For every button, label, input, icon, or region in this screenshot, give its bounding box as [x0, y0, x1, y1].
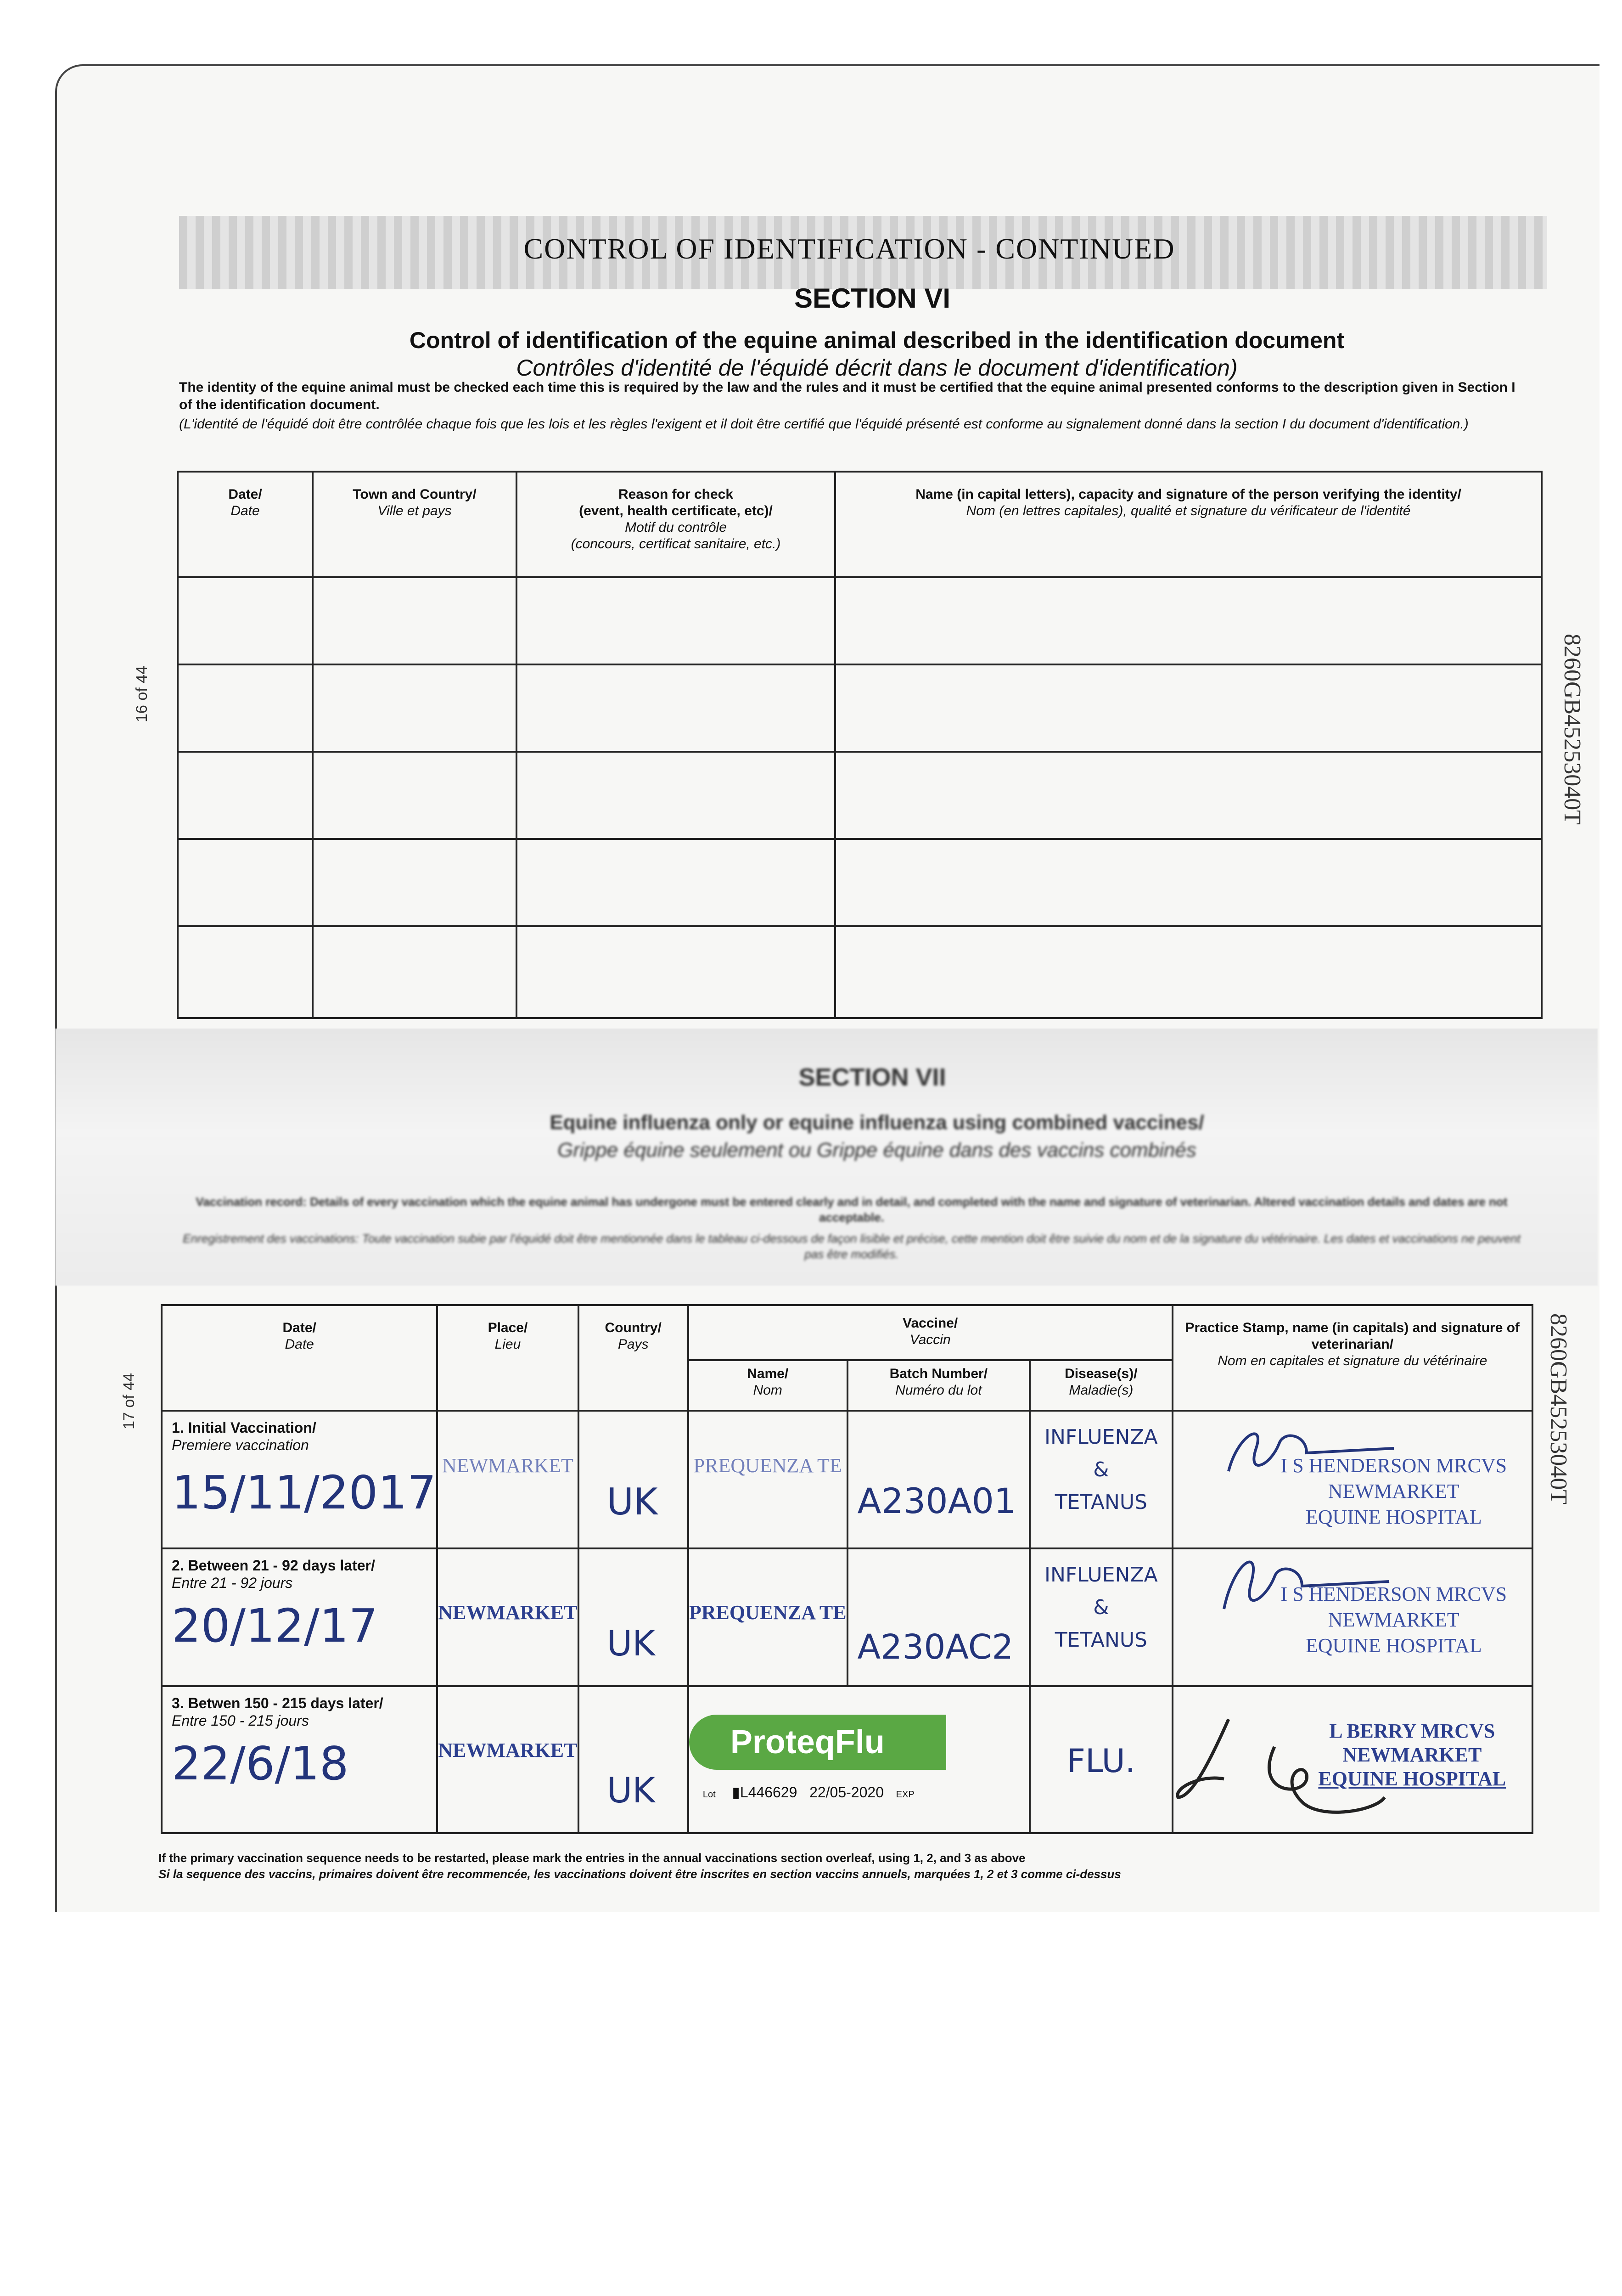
row2-vaccine: PREQUENZA TE: [689, 1601, 847, 1624]
row2-date-cell: 2. Between 21 - 92 days later/ Entre 21 - 92 jours 20/12/17: [162, 1548, 437, 1686]
row1-country-cell: [578, 1411, 688, 1548]
table-row: [178, 664, 1542, 752]
table-row: [178, 577, 1542, 664]
row3-place: NEWMARKET: [438, 1739, 578, 1761]
footer-note-en: If the primary vaccination sequence needs to be restarted, please mark the entries in the annual vaccinations section overleaf, using 1, 2, and 3 as above: [158, 1851, 1026, 1865]
row2-disease2: &: [1093, 1596, 1109, 1619]
row3-date-cell: 3. Betwen 150 - 215 days later/ Entre 150 - 215 jours 22/6/18: [162, 1686, 437, 1833]
vcol-batch: Batch Number/ Numéro du lot: [847, 1360, 1030, 1411]
vaccination-table: [161, 1304, 1533, 1834]
row3-stamp: L BERRY MRCVS NEWMARKET EQUINE HOSPITAL: [1318, 1720, 1506, 1790]
vcol-stamp: Practice Stamp, name (in capitals) and signature of veterinarian/ Nom en capitales et signature du vétérinaire: [1173, 1305, 1532, 1411]
passport-id-top: 8260GB45253040T: [1559, 634, 1585, 825]
table-row: [162, 1686, 1532, 1833]
section7-note-fr: Enregistrement des vaccinations: Toute vaccination subie par l'équidé doit être mentionnée dans le tableau ci-dessous de façon lisible et précise, cette mention doit être suivie du nom et de la signature du vétérinaire. Les dates et vaccinations ne peuvent pas être modifiés.: [183, 1232, 1521, 1261]
table-row: [178, 926, 1542, 1018]
row2-batch-cell: [847, 1548, 1030, 1686]
footer-note-fr: Si la sequence des vaccins, primaires doivent être recommencée, les vaccinations doivent être inscrites en section vaccins annuels, marquées 1, 2 et 3 comme ci-dessus: [158, 1867, 1121, 1881]
row2-stamp: I S HENDERSON MRCVS NEWMARKET EQUINE HOSPITAL: [1280, 1583, 1507, 1657]
row3-signature: [1173, 1705, 1389, 1825]
proteqflu-label: ProteqFlu: [689, 1715, 946, 1770]
identification-check-table: [177, 471, 1543, 1019]
row2-country-cell: [578, 1548, 688, 1686]
section-subtitle-en: Control of identification of the equine animal described in the identification document: [409, 327, 1345, 353]
row3-vaccine-label-cell: [688, 1686, 1030, 1833]
vcol-vaccine: Vaccine/ Vaccin: [688, 1305, 1173, 1360]
row3-country-cell: [578, 1686, 688, 1833]
row1-country: UK: [606, 1480, 658, 1523]
row1-batch-cell: [847, 1411, 1030, 1548]
row3-date: 22/6/18: [172, 1737, 349, 1790]
row2-stamp-cell: [1173, 1548, 1532, 1686]
row2-vaccine-cell: [688, 1548, 847, 1686]
proteqflu-lot: Lot ▮L446629 22/05-2020 EXP: [702, 1784, 915, 1801]
row3-place-cell: [437, 1686, 578, 1833]
row1-disease2: &: [1093, 1458, 1109, 1481]
row2-place: NEWMARKET: [438, 1601, 578, 1624]
row3-stamp-cell: [1173, 1686, 1532, 1833]
table-row: [178, 839, 1542, 926]
table-row: [162, 1548, 1532, 1686]
row2-disease3: TETANUS: [1055, 1628, 1147, 1652]
row2-disease-cell: [1030, 1548, 1172, 1686]
table-header-row: [178, 472, 1542, 577]
section7-heading: SECTION VII: [798, 1064, 946, 1091]
page-number-16: 16 of 44: [133, 666, 151, 722]
row2-batch: A230AC2: [857, 1627, 1014, 1667]
intro-text-fr: (L'identité de l'équidé doit être contrôlée chaque fois que les lois et les règles l'exigent et il doit être certifié que l'équidé présenté est conforme au signalement donné dans la section I du document d'identification.): [179, 416, 1469, 432]
row1-place: NEWMARKET: [442, 1454, 573, 1477]
row1-date-cell: 1. Initial Vaccination/ Premiere vaccination 15/11/2017: [162, 1411, 437, 1548]
row1-date: 15/11/2017: [172, 1466, 437, 1519]
row1-batch: A230A01: [857, 1480, 1016, 1521]
row3-disease-cell: [1030, 1686, 1172, 1833]
row1-signature: [1201, 1416, 1412, 1485]
row1-disease-cell: [1030, 1411, 1172, 1548]
section-heading: SECTION VI: [794, 283, 951, 314]
row2-disease1: INFLUENZA: [1044, 1563, 1158, 1587]
row1-disease3: TETANUS: [1055, 1491, 1147, 1514]
page-number-17: 17 of 44: [120, 1373, 138, 1429]
row1-disease1: INFLUENZA: [1044, 1425, 1158, 1449]
section7-note-en: Vaccination record: Details of every vaccination which the equine animal has undergone must be entered clearly and in detail, and completed with the name and signature of veterinarian. Altered vaccination details and dates are not acceptable.: [196, 1195, 1508, 1224]
row2-date: 20/12/17: [172, 1599, 378, 1653]
row1-stamp: I S HENDERSON MRCVS NEWMARKET EQUINE HOSPITAL: [1280, 1454, 1507, 1528]
page-title: CONTROL OF IDENTIFICATION - CONTINUED: [523, 232, 1175, 265]
intro-text-en: The identity of the equine animal must be checked each time this is required by the law and the rules and it must be certified that the equine animal presented conforms to the description given in Section I of the identification document.: [179, 380, 1515, 412]
section7-subtitle-fr: Grippe équine seulement ou Grippe équine dans des vaccins combinés: [557, 1139, 1196, 1161]
col-town-country: Town and Country/ Ville et pays: [313, 472, 516, 577]
section7-subtitle-en: Equine influenza only or equine influenza using combined vaccines/: [550, 1111, 1204, 1134]
row3-country: UK: [606, 1770, 655, 1811]
row2-country: UK: [606, 1623, 655, 1664]
row1-stamp-cell: [1173, 1411, 1532, 1548]
vcol-place: Place/ Lieu: [437, 1305, 578, 1411]
col-date: Date/ Date: [178, 472, 313, 577]
table-row: [178, 752, 1542, 839]
vcol-disease: Disease(s)/ Maladie(s): [1030, 1360, 1172, 1411]
vcol-date: Date/ Date: [162, 1305, 437, 1411]
row1-vaccine: PREQUENZA TE: [693, 1454, 842, 1477]
table-row: [162, 1411, 1532, 1548]
vcol-country: Country/ Pays: [578, 1305, 688, 1411]
row1-place-cell: [437, 1411, 578, 1548]
row1-vaccine-cell: [688, 1411, 847, 1548]
row2-signature: [1192, 1545, 1403, 1618]
col-reason: Reason for check (event, health certificate, etc)/ Motif du contrôle (concours, certificat sanitaire, etc.): [516, 472, 835, 577]
section-subtitle-fr: Contrôles d'identité de l'équidé décrit dans le document d'identification): [516, 355, 1238, 381]
vcol-name: Name/ Nom: [688, 1360, 847, 1411]
col-verifier: Name (in capital letters), capacity and signature of the person verifying the identity/ Nom (en lettres capitales), qualité et signature du vérificateur de l'identité: [835, 472, 1542, 577]
passport-id-bottom: 8260GB45253040T: [1545, 1313, 1571, 1504]
row3-disease1: FLU.: [1066, 1742, 1135, 1780]
row2-place-cell: [437, 1548, 578, 1686]
